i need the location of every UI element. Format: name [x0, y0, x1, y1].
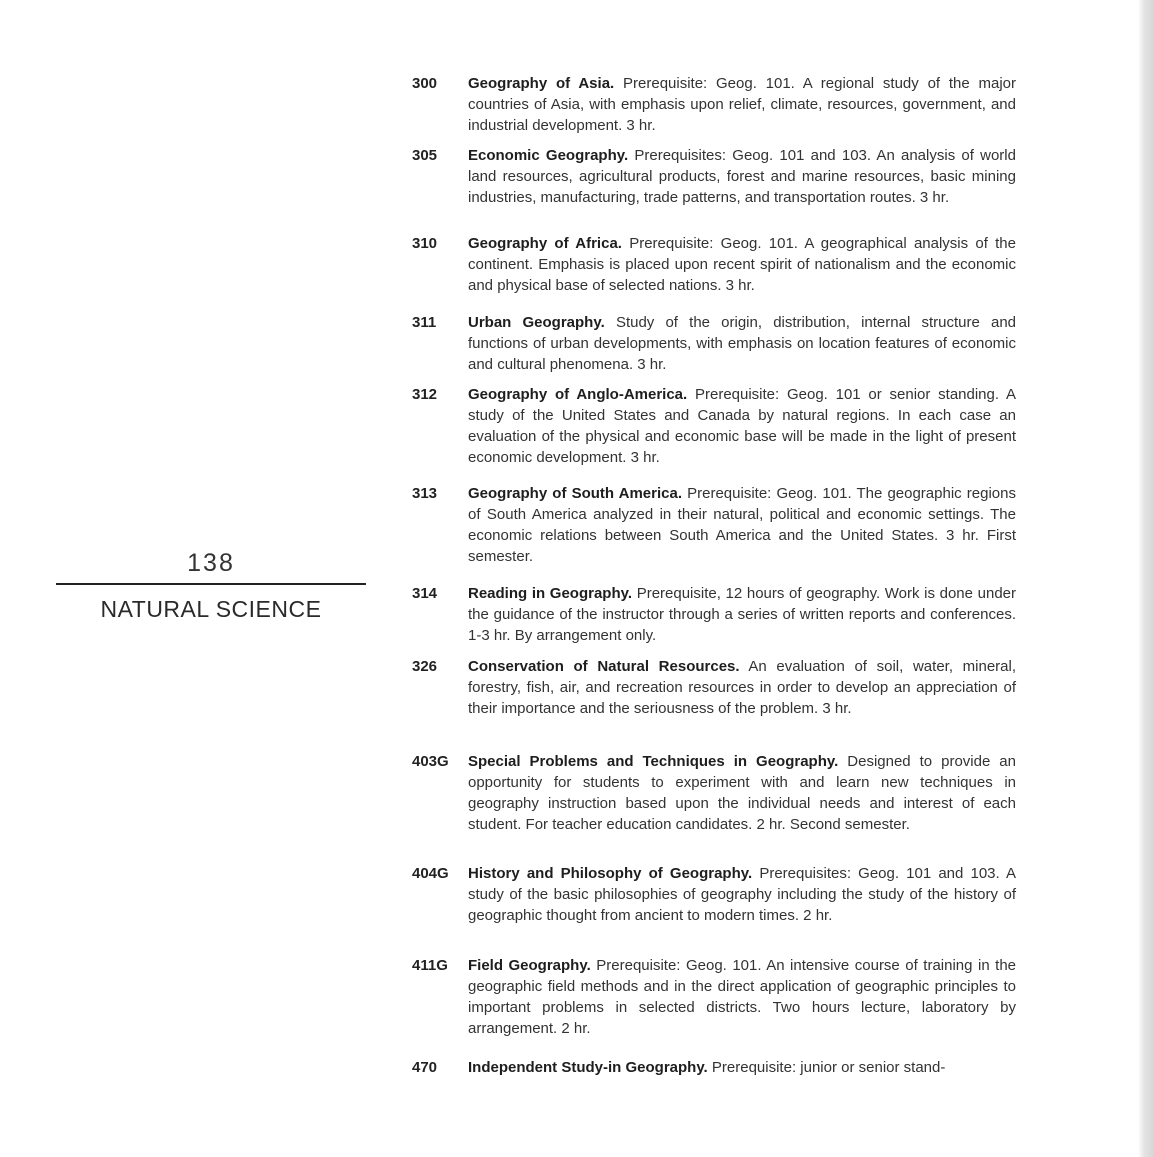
course-number: 404G — [412, 865, 449, 882]
course-text — [468, 483, 1016, 567]
course-text — [468, 312, 1016, 375]
page-edge-shadow — [1138, 0, 1154, 1157]
course-title: Geography of Asia. — [468, 75, 615, 92]
course-title: Urban Geography. — [468, 314, 605, 331]
course-number: 300 — [412, 75, 438, 92]
course-text — [468, 863, 1016, 926]
course-number: 314 — [412, 585, 438, 602]
course-text — [468, 233, 1016, 296]
course-number: 311 — [412, 314, 437, 331]
course-description: Prerequisite, 12 hours of geography. Work is done under the guidance of the instructor through a series of written reports and conferences. 1-3 hr. By arrangement only. — [468, 585, 1017, 644]
course-entry — [412, 145, 1016, 208]
course-text — [468, 73, 1016, 136]
course-number: 305 — [412, 147, 438, 164]
course-entry — [412, 583, 1016, 646]
course-number: 470 — [412, 1059, 438, 1076]
course-description: Study of the origin, distribution, internal structure and functions of urban developments, with emphasis on location features of economic and cultural phenomena. 3 hr. — [468, 314, 1017, 373]
course-title: Independent Study-in Geography. — [468, 1059, 708, 1076]
course-entry — [412, 483, 1016, 567]
course-text — [468, 1057, 1016, 1078]
course-entry — [412, 73, 1016, 136]
course-title: History and Philosophy of Geography. — [468, 865, 753, 882]
course-number: 403G — [412, 753, 449, 770]
course-entry — [412, 312, 1016, 375]
section-title: NATURAL SCIENCE — [100, 596, 322, 622]
course-description: Prerequisite: junior or senior stand- — [711, 1059, 946, 1076]
course-title: Field Geography. — [468, 957, 591, 974]
course-text — [468, 145, 1016, 208]
course-title: Geography of Africa. — [468, 235, 622, 252]
course-description: Prerequisites: Geog. 101 and 103. A study of the basic philosophies of geography including the study of the history of geographic thought from ancient to modern times. 2 hr. — [468, 865, 1017, 924]
course-description: Prerequisite: Geog. 101. An intensive course of training in the geographic field methods and in the direct application of geographic principles to important problems in selected districts. Two hours lecture, laboratory by arrangement. 2 hr. — [468, 957, 1017, 1037]
course-entry — [412, 233, 1016, 296]
course-entry — [412, 656, 1016, 719]
course-text — [468, 384, 1016, 468]
course-number: 312 — [412, 386, 438, 403]
course-number: 313 — [412, 485, 438, 502]
course-entry — [412, 955, 1016, 1039]
course-title: Conservation of Natural Resources. — [468, 658, 740, 675]
course-number: 310 — [412, 235, 438, 252]
course-entry — [412, 863, 1016, 926]
course-title: Reading in Geography. — [468, 585, 633, 602]
course-description: Prerequisite: Geog. 101 or senior standing. A study of the United States and Canada by natural regions. In each case an evaluation of the physical and economic base will be made in the light of present economic development. 3 hr. — [468, 386, 1016, 466]
course-title: Geography of Anglo-America. — [468, 386, 688, 403]
course-title: Special Problems and Techniques in Geography. — [468, 753, 839, 770]
course-text — [468, 955, 1016, 1039]
course-number: 326 — [412, 658, 438, 675]
course-description: An evaluation of soil, water, mineral, forestry, fish, air, and recreation resources in order to develop an appreciation of their importance and the seriousness of the problem. 3 hr. — [468, 658, 1017, 717]
course-text — [468, 583, 1016, 646]
course-entry — [412, 1057, 1016, 1078]
course-description: Prerequisite: Geog. 101. A geographical analysis of the continent. Emphasis is placed upon recent spirit of nationalism and the economic and physical base of selected nations. 3 hr. — [468, 235, 1016, 294]
course-description: Prerequisite: Geog. 101. A regional study of the major countries of Asia, with emphasis upon relief, climate, resources, government, and industrial development. 3 hr. — [468, 75, 1017, 134]
page-number: 138 — [187, 549, 235, 577]
course-entry — [412, 384, 1016, 468]
course-number: 411G — [412, 957, 448, 974]
course-text — [468, 751, 1016, 835]
course-description: Prerequisites: Geog. 101 and 103. An analysis of world land resources, agricultural products, forest and marine resources, basic mining industries, manufacturing, trade patterns, and transportation routes. 3 hr. — [468, 147, 1016, 206]
course-description: Prerequisite: Geog. 101. The geographic regions of South America analyzed in their natural, political and economic settings. The economic relations between South America and the United States. 3 hr. First semester. — [468, 485, 1016, 565]
course-description: Designed to provide an opportunity for students to experiment with and learn new techniques in geography instruction based upon the individual needs and interest of each student. For teacher education candidates. 2 hr. Second semester. — [468, 753, 1016, 833]
course-title: Economic Geography. — [468, 147, 629, 164]
section-divider — [56, 583, 366, 585]
course-text — [468, 656, 1016, 719]
course-title: Geography of South America. — [468, 485, 682, 502]
course-entry — [412, 751, 1016, 835]
